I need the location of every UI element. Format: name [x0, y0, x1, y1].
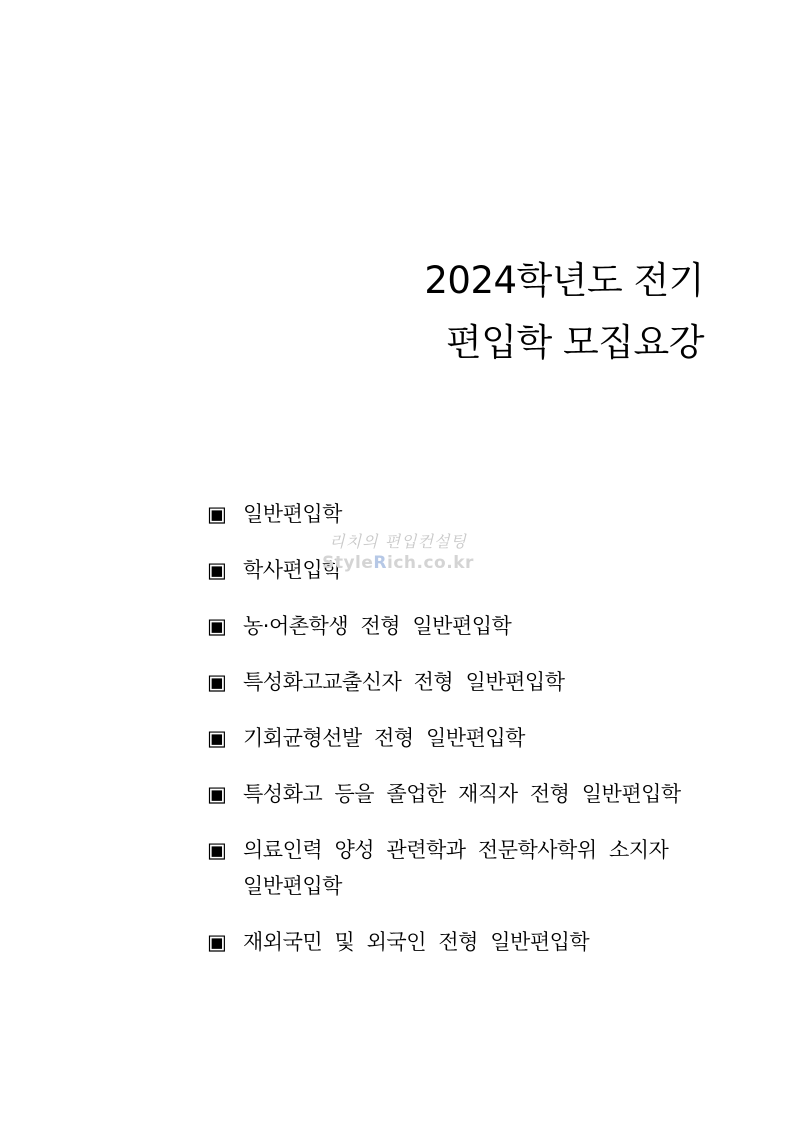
list-item: [207, 832, 727, 904]
list-item: [207, 776, 727, 812]
list-item-label: 농·어촌학생 전형 일반편입학: [243, 614, 512, 638]
square-bullet-icon: ▣: [207, 614, 227, 638]
square-bullet-icon: ▣: [207, 726, 227, 750]
list-item-label: 재외국민 및 외국인 전형 일반편입학: [243, 930, 590, 954]
list-item-label: 기회균형선발 전형 일반편입학: [243, 726, 525, 750]
list-item-label: 특성화고교출신자 전형 일반편입학: [243, 670, 565, 694]
list-item: [207, 664, 727, 700]
list-item-label: 학사편입학: [243, 558, 342, 582]
list-item: [207, 552, 727, 588]
title-line-2: 편입학 모집요강: [446, 321, 704, 364]
square-bullet-icon: ▣: [207, 558, 227, 582]
watermark-text-a: Style: [322, 553, 374, 573]
square-bullet-icon: ▣: [207, 670, 227, 694]
admission-type-list: [207, 496, 727, 980]
watermark-line-1: 리치의 편입컨설팅: [329, 532, 467, 551]
list-item-label: 특성화고 등을 졸업한 재직자 전형 일반편입학: [243, 782, 681, 806]
title-line-1: 2024학년도 전기: [424, 259, 704, 302]
list-item-label: 의료인력 양성 관련학과 전문학사학위 소지자 일반편입학: [243, 838, 669, 898]
square-bullet-icon: ▣: [207, 930, 227, 954]
list-item-label: 일반편입학: [243, 502, 342, 526]
list-item: [207, 496, 727, 532]
square-bullet-icon: ▣: [207, 782, 227, 806]
watermark-text-c: ich.co.kr: [387, 553, 474, 573]
square-bullet-icon: ▣: [207, 502, 227, 526]
list-item: [207, 924, 727, 960]
list-item: [207, 720, 727, 756]
document-title: [424, 250, 704, 374]
square-bullet-icon: ▣: [207, 838, 227, 862]
list-item: [207, 608, 727, 644]
watermark-text-b: R: [373, 553, 388, 573]
